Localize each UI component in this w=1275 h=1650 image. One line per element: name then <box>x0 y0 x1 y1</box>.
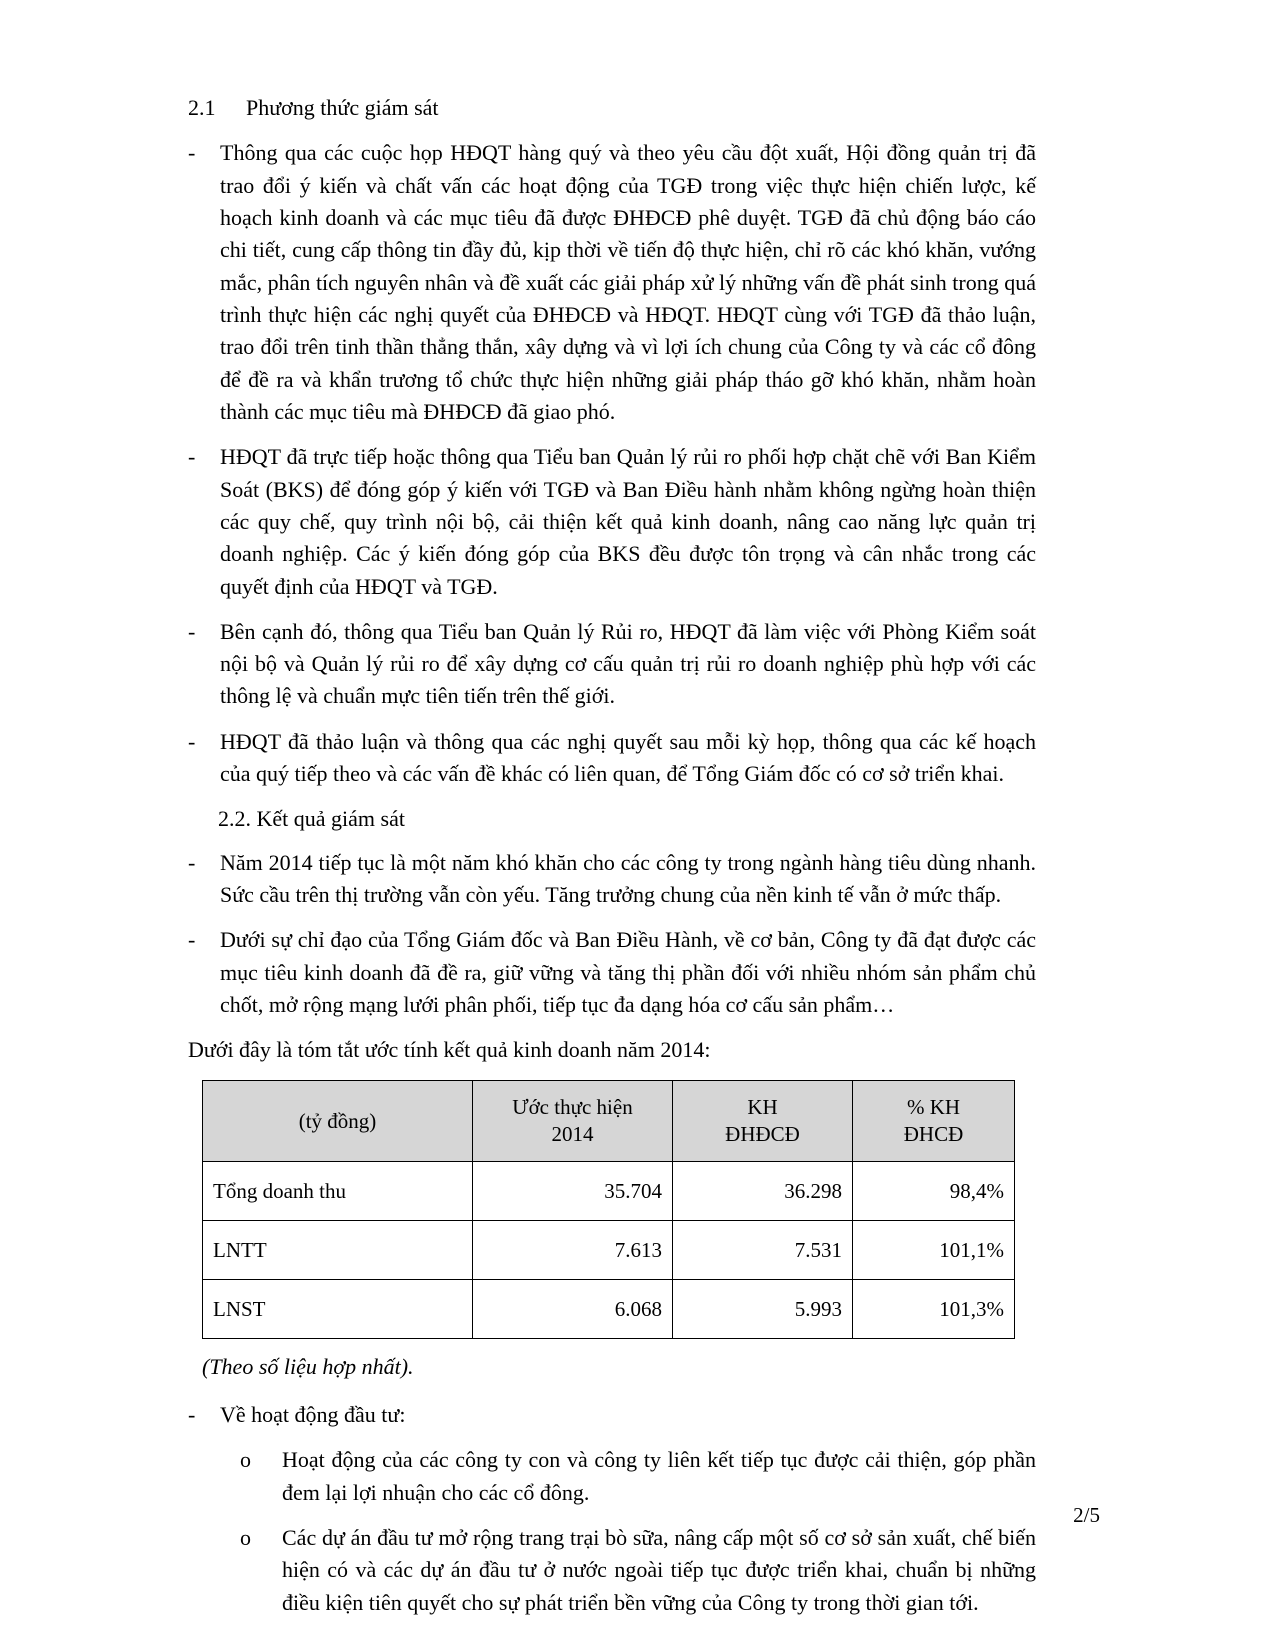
bullet-item <box>188 616 1036 713</box>
table-header-cell-plan <box>673 1081 853 1162</box>
bullet-marker: - <box>188 927 196 953</box>
bullet-text: Dưới sự chỉ đạo của Tổng Giám đốc và Ban Điều Hành, về cơ bản, Công ty đã đạt được các mục tiêu kinh doanh đã đề ra, giữ vững và tăng thị phần đối với nhiều nhóm sản phẩm chủ chốt, mở rộng mạng lưới phân phối, tiếp tục đa dạng hóa cơ cấu sản phẩm… <box>220 927 1036 1018</box>
table-footnote: (Theo số liệu hợp nhất). <box>202 1354 414 1380</box>
table-header-cell-estimate <box>473 1081 673 1162</box>
section-heading-title: Phương thức giám sát <box>246 95 439 120</box>
section-heading-2-1 <box>188 92 1036 123</box>
row-label: LNST <box>203 1280 473 1339</box>
bullet-marker: - <box>188 849 196 875</box>
sub-bullet-text: Hoạt động của các công ty con và công ty liên kết tiếp tục được cải thiện, góp phần đem lại lợi nhuận cho các cổ đông. <box>282 1447 1036 1505</box>
bullet-item <box>188 137 1036 428</box>
table-intro-text: Dưới đây là tóm tắt ước tính kết quả kinh doanh năm 2014: <box>188 1037 711 1063</box>
bullet-marker: - <box>188 1402 196 1428</box>
header-line-2: ĐHCĐ <box>903 1122 964 1147</box>
cell-percent: 101,3% <box>853 1280 1015 1339</box>
cell-estimate: 35.704 <box>473 1162 673 1221</box>
table-body <box>203 1162 1015 1339</box>
cell-percent: 101,1% <box>853 1221 1015 1280</box>
bullet-text: HĐQT đã trực tiếp hoặc thông qua Tiểu ban Quản lý rủi ro phối hợp chặt chẽ với Ban Kiểm Soát (BKS) để đóng góp ý kiến với TGĐ và Ban Điều hành nhằm không ngừng hoàn thiện các quy chế, quy trình nội bộ, cải thiện kết quả kinh doanh, nâng cao năng lực quản trị doanh nghiệp. Các ý kiến đóng góp của BKS đều được tôn trọng và cân nhắc trong các quyết định của HĐQT và TGĐ. <box>220 444 1036 599</box>
bullet-item <box>188 924 1036 1021</box>
cell-plan: 7.531 <box>673 1221 853 1280</box>
sub-bullet-item <box>240 1444 1036 1509</box>
bullet-marker: - <box>188 728 196 754</box>
sub-bullet-marker: o <box>240 1447 251 1473</box>
header-line-1: (tỷ đồng) <box>298 1108 377 1133</box>
cell-estimate: 7.613 <box>473 1221 673 1280</box>
results-table-container <box>202 1080 1036 1339</box>
page-content <box>188 92 1036 1632</box>
cell-estimate: 6.068 <box>473 1280 673 1339</box>
results-table <box>202 1080 1015 1339</box>
sub-bullet-item <box>240 1522 1036 1619</box>
bullet-marker: - <box>188 618 196 644</box>
header-line-1: KH <box>747 1094 778 1119</box>
header-line-2: 2014 <box>551 1122 594 1147</box>
bullet-text: Bên cạnh đó, thông qua Tiểu ban Quản lý Rủi ro, HĐQT đã làm việc với Phòng Kiểm soát nội bộ và Quản lý rủi ro để xây dựng cơ cấu quản trị rủi ro doanh nghiệp phù hợp với các thông lệ và chuẩn mực tiên tiến trên thế giới. <box>220 618 1036 709</box>
table-header-cell-percent <box>853 1081 1015 1162</box>
bullet-text: Năm 2014 tiếp tục là một năm khó khăn cho các công ty trong ngành hàng tiêu dùng nhanh. Sức cầu trên thị trường vẫn còn yếu. Tăng trưởng chung của nền kinh tế vẫn ở mức thấp. <box>220 849 1036 908</box>
sub-bullet-text: Các dự án đầu tư mở rộng trang trại bò sữa, nâng cấp một số cơ sở sản xuất, chế biến hiện có và các dự án đầu tư ở nước ngoài tiếp tục được triển khai, chuẩn bị những điều kiện tiên quyết cho sự phát triển bền vững của Công ty trong thời gian tới. <box>282 1525 1036 1615</box>
bullet-marker: - <box>188 140 196 166</box>
cell-plan: 5.993 <box>673 1280 853 1339</box>
bullet-item <box>188 441 1036 603</box>
table-header <box>203 1081 1015 1162</box>
table-header-cell-unit <box>203 1081 473 1162</box>
bullet-text: Về hoạt động đầu tư: <box>220 1402 406 1428</box>
table-row <box>203 1221 1015 1280</box>
cell-plan: 36.298 <box>673 1162 853 1221</box>
section-heading-number: 2.1 <box>188 95 216 120</box>
bullet-text: HĐQT đã thảo luận và thông qua các nghị quyết sau mỗi kỳ họp, thông qua các kế hoạch của quý tiếp theo và các vấn đề khác có liên quan, để Tổng Giám đốc có cơ sở triển khai. <box>220 728 1036 787</box>
bullet-text: Thông qua các cuộc họp HĐQT hàng quý và theo yêu cầu đột xuất, Hội đồng quản trị đã trao đổi ý kiến và chất vấn các hoạt động của TGĐ trong việc thực hiện chiến lược, kế hoạch kinh doanh và các mục tiêu đã được ĐHĐCĐ phê duyệt. TGĐ đã chủ động báo cáo chi tiết, cung cấp thông tin đầy đủ, kịp thời về tiến độ thực hiện, chỉ rõ các khó khăn, vướng mắc, phân tích nguyên nhân và đề xuất các giải pháp xử lý những vấn đề phát sinh trong quá trình thực hiện các nghị quyết của ĐHĐCĐ và HĐQT. HĐQT cùng với TGĐ đã thảo luận, trao đổi trên tinh thần thẳng thắn, xây dựng và vì lợi ích chung của Công ty và các cổ đông để đề ra và khẩn trương tổ chức thực hiện những giải pháp tháo gỡ khó khăn, nhằm hoàn thành các mục tiêu mà ĐHĐCĐ đã giao phó. <box>220 140 1036 424</box>
table-row <box>203 1162 1015 1221</box>
bullet-item <box>188 1399 1036 1431</box>
header-line-1: % KH <box>906 1094 961 1119</box>
header-line-1: Ước thực hiện <box>512 1094 633 1119</box>
cell-percent: 98,4% <box>853 1162 1015 1221</box>
row-label: Tổng doanh thu <box>203 1162 473 1221</box>
sub-bullet-marker: o <box>240 1525 251 1551</box>
row-label: LNTT <box>203 1221 473 1280</box>
bullet-item <box>188 726 1036 791</box>
table-header-row <box>203 1081 1015 1162</box>
bullet-item <box>188 847 1036 912</box>
bullet-marker: - <box>188 444 196 470</box>
header-line-2: ĐHĐCĐ <box>725 1122 800 1147</box>
section-heading-2-2: 2.2. Kết quả giám sát <box>218 806 405 832</box>
table-row <box>203 1280 1015 1339</box>
page-number: 2/5 <box>1073 1503 1100 1527</box>
